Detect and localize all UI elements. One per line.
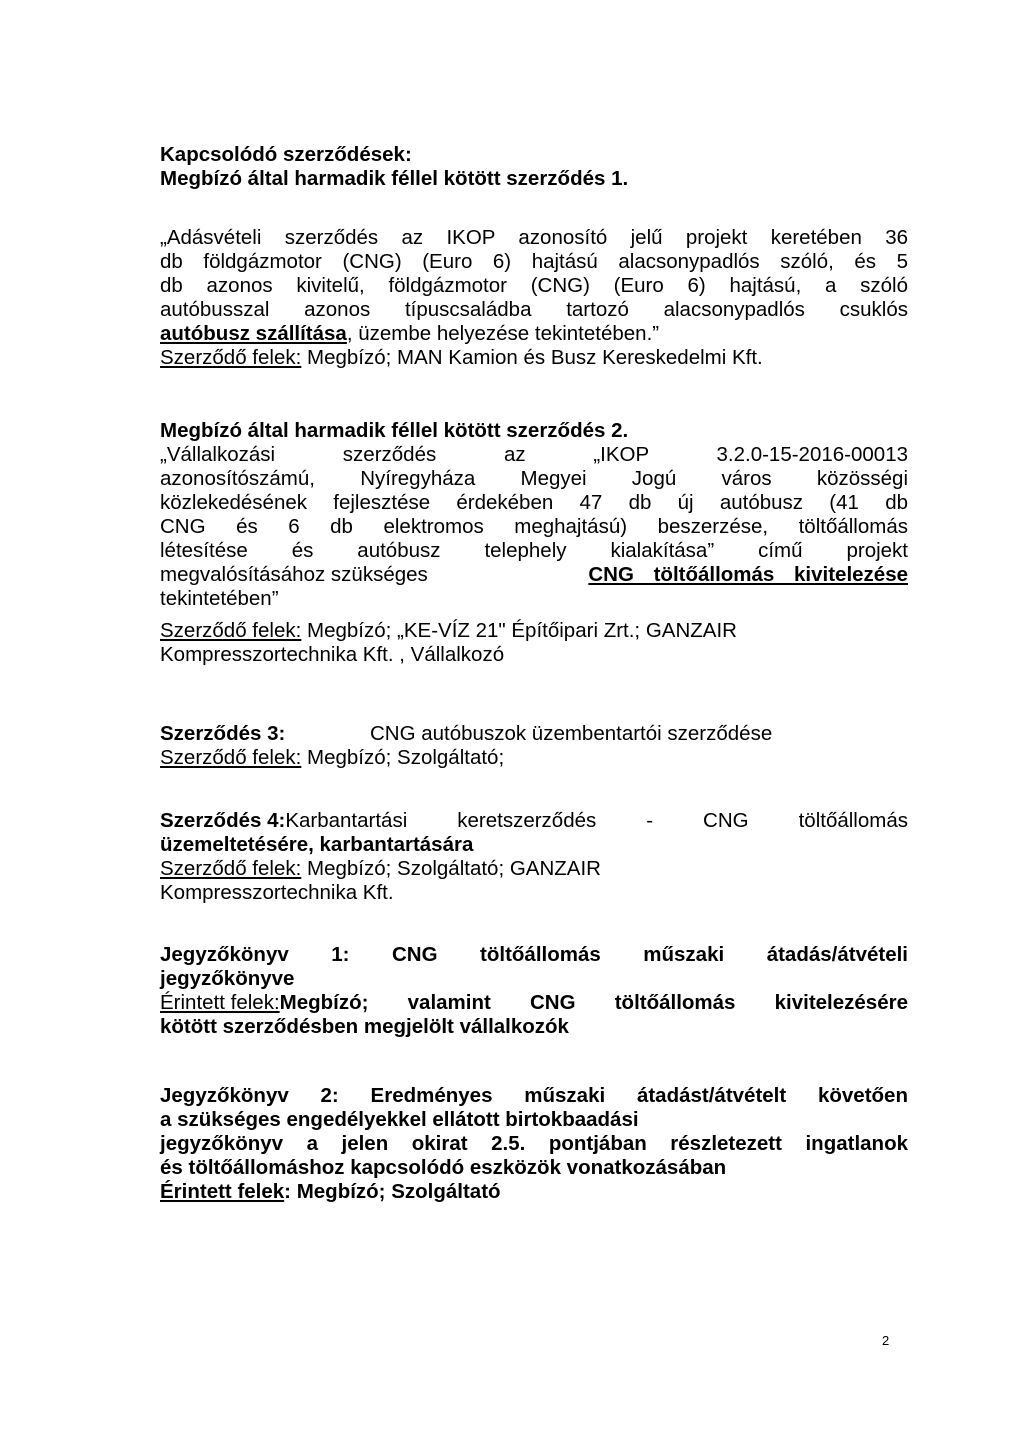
protocol-2	[160, 1084, 908, 1204]
contract-1-heading: Megbízó által harmadik féllel kötött szerződés 1.	[160, 167, 629, 190]
parties-label: Érintett felek	[160, 1180, 285, 1203]
contract-4-title: Karbantartási keretszerződés - CNG töltőállomás	[285, 809, 908, 832]
contract-2-line-6	[160, 563, 908, 587]
protocol-2-line: Jegyzőkönyv 2: Eredményes műszaki átadást/átvételt követően	[160, 1084, 908, 1107]
contract-3	[160, 722, 908, 770]
protocol-1-parties	[160, 991, 908, 1015]
contract-2-parties-2: Kompresszortechnika Kft. , Vállalkozó	[160, 643, 505, 666]
contract-2-heading: Megbízó által harmadik féllel kötött szerződés 2.	[160, 419, 629, 442]
page-number: 2	[882, 1333, 890, 1348]
contract-1-last-text: , üzembe helyezése tekintetében.”	[346, 322, 660, 345]
parties-value: : Megbízó; Szolgáltató	[284, 1180, 501, 1203]
contract-3-title: CNG autóbuszok üzembentartói szerződése	[370, 722, 773, 745]
protocol-1-line-4: kötött szerződésben megjelölt vállalkozók	[160, 1015, 569, 1038]
contract-1-parties	[160, 346, 908, 370]
contract-1-line: db azonos kivitelű, földgázmotor (CNG) (Euro 6) hajtású, a szóló	[160, 274, 908, 297]
protocol-2-line-4: és töltőállomáshoz kapcsolódó eszközök vonatkozásában	[160, 1156, 727, 1179]
contract-4-label: Szerződés 4:	[160, 809, 286, 832]
contract-1-line: „Adásvételi szerződés az IKOP azonosító jelű projekt keretében 36	[160, 226, 908, 249]
related-contracts-heading: Kapcsolódó szerződések:	[160, 143, 412, 166]
contract-1-subject: autóbusz szállítása	[160, 322, 347, 345]
parties-value: Megbízó; MAN Kamion és Busz Kereskedelmi Kft.	[301, 346, 763, 369]
contract-1	[160, 226, 908, 370]
protocol-2-line-2: a szükséges engedélyekkel ellátott birtokbaadási	[160, 1108, 639, 1131]
parties-label: Szerződő felek:	[160, 746, 302, 769]
parties-value: Megbízó; „KE-VÍZ 21" Építőipari Zrt.; GANZAIR	[301, 619, 737, 642]
contract-3-parties	[160, 746, 908, 770]
contract-2-parties	[160, 619, 908, 643]
contract-1-line: autóbusszal azonos típuscsaládba tartozó alacsonypadlós csuklós	[160, 298, 908, 321]
contract-2-line: azonosítószámú, Nyíregyháza Megyei Jogú város közösségi	[160, 467, 908, 490]
parties-value: Megbízó; valamint CNG töltőállomás kivitelezésére	[279, 991, 908, 1014]
parties-label: Szerződő felek:	[160, 346, 302, 369]
contract-2-line: „Vállalkozási szerződés az „IKOP 3.2.0-15-2016-00013	[160, 443, 908, 466]
section-heading	[160, 143, 908, 191]
protocol-1	[160, 943, 908, 1039]
contract-3-line	[160, 722, 908, 746]
contract-2-line: létesítése és autóbusz telephely kialakítása” című projekt	[160, 539, 908, 562]
contract-3-label: Szerződés 3:	[160, 722, 286, 745]
parties-value: Megbízó; Szolgáltató; GANZAIR	[301, 857, 601, 880]
contract-2	[160, 419, 908, 667]
parties-value: Megbízó; Szolgáltató;	[301, 746, 505, 769]
contract-2-line-6-start: megvalósításához szükséges	[160, 563, 428, 586]
contract-2-line: közlekedésének fejlesztése érdekében 47 db új autóbusz (41 db	[160, 491, 908, 514]
contract-4-parties-2: Kompresszortechnika Kft.	[160, 881, 394, 904]
contract-1-line: db földgázmotor (CNG) (Euro 6) hajtású alacsonypadlós szóló, és 5	[160, 250, 908, 273]
protocol-2-parties	[160, 1180, 908, 1204]
parties-label: Érintett felek:	[160, 991, 280, 1014]
contract-2-subject: CNG töltőállomás kivitelezése	[588, 563, 908, 586]
contract-4-parties	[160, 857, 908, 881]
contract-1-last-line	[160, 322, 908, 346]
parties-label: Szerződő felek:	[160, 619, 302, 642]
protocol-1-line: Jegyzőkönyv 1: CNG töltőállomás műszaki átadás/átvételi	[160, 943, 908, 966]
contract-4-line	[160, 809, 908, 833]
protocol-2-line-3: jegyzőkönyv a jelen okirat 2.5. pontjában részletezett ingatlanok	[160, 1132, 908, 1155]
contract-4-line-2: üzemeltetésére, karbantartására	[160, 833, 474, 856]
parties-label: Szerződő felek:	[160, 857, 302, 880]
contract-2-line: CNG és 6 db elektromos meghajtású) beszerzése, töltőállomás	[160, 515, 908, 538]
contract-4	[160, 809, 908, 905]
protocol-1-line-2: jegyzőkönyve	[160, 967, 295, 990]
contract-2-line-7: tekintetében”	[160, 587, 279, 610]
